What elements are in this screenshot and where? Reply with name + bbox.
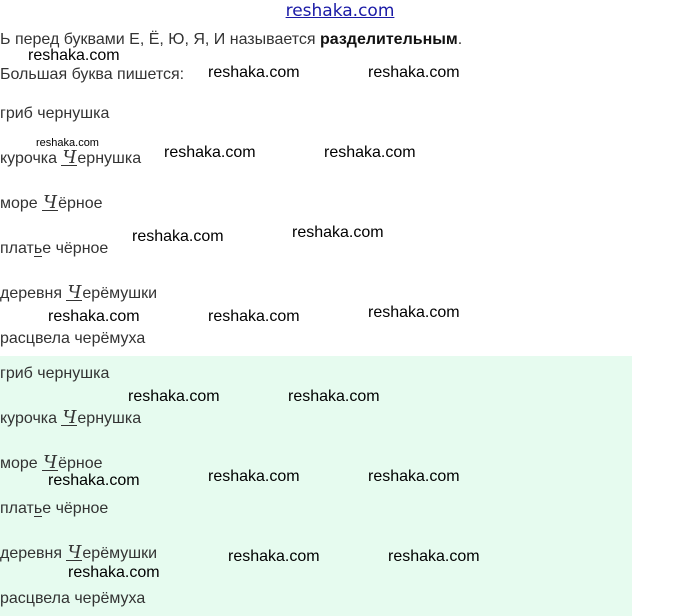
watermark: reshaka.com (36, 137, 99, 149)
watermark: reshaka.com (128, 388, 220, 405)
watermark: reshaka.com (368, 64, 460, 81)
capital-letter: Ч (43, 192, 58, 213)
task-line-2: курочка Чернушка (0, 147, 142, 168)
watermark: reshaka.com (48, 308, 140, 325)
intro-text: Большая буква пишется: (0, 66, 185, 83)
capital-letter: Ч (62, 147, 77, 168)
site-title-link[interactable]: reshaka.com (285, 1, 395, 21)
task-line-3: море Чёрное (0, 192, 103, 213)
answer-line-1: гриб чернушка (0, 365, 110, 382)
watermark: reshaka.com (292, 224, 384, 241)
task-line-5: деревня Черёмушки (0, 282, 158, 303)
task-line-1: гриб чернушка (0, 105, 110, 122)
rule-bold-term: разделительным (319, 31, 458, 48)
watermark: reshaka.com (388, 548, 480, 565)
watermark: reshaka.com (208, 468, 300, 485)
answer-line-2: курочка Чернушка (0, 407, 142, 428)
watermark: reshaka.com (288, 388, 380, 405)
watermark: reshaka.com (208, 64, 300, 81)
watermark: reshaka.com (68, 564, 160, 581)
watermark: reshaka.com (48, 472, 140, 489)
capital-letter: Ч (67, 542, 82, 563)
capital-letter: Ч (43, 452, 58, 473)
watermark: reshaka.com (228, 548, 320, 565)
watermark: reshaka.com (208, 308, 300, 325)
soft-sign: ь (33, 500, 43, 517)
watermark: reshaka.com (368, 468, 460, 485)
capital-letter: Ч (67, 282, 82, 303)
rule-text: Ь перед буквами Е, Ё, Ю, Я, И называется разделительным. (0, 31, 463, 48)
task-line-6: расцвела черёмуха (0, 330, 146, 347)
task-line-4: платье чёрное (0, 240, 109, 257)
watermark: reshaka.com (132, 228, 224, 245)
soft-sign: ь (33, 240, 43, 257)
watermark: reshaka.com (164, 144, 256, 161)
answer-line-5: деревня Черёмушки (0, 542, 158, 563)
watermark: reshaka.com (324, 144, 416, 161)
answer-line-6: расцвела черёмуха (0, 590, 146, 607)
capital-letter: Ч (62, 407, 77, 428)
watermark: reshaka.com (28, 47, 120, 64)
answer-line-4: платье чёрное (0, 500, 109, 517)
watermark: reshaka.com (368, 304, 460, 321)
answer-line-3: море Чёрное (0, 452, 103, 473)
